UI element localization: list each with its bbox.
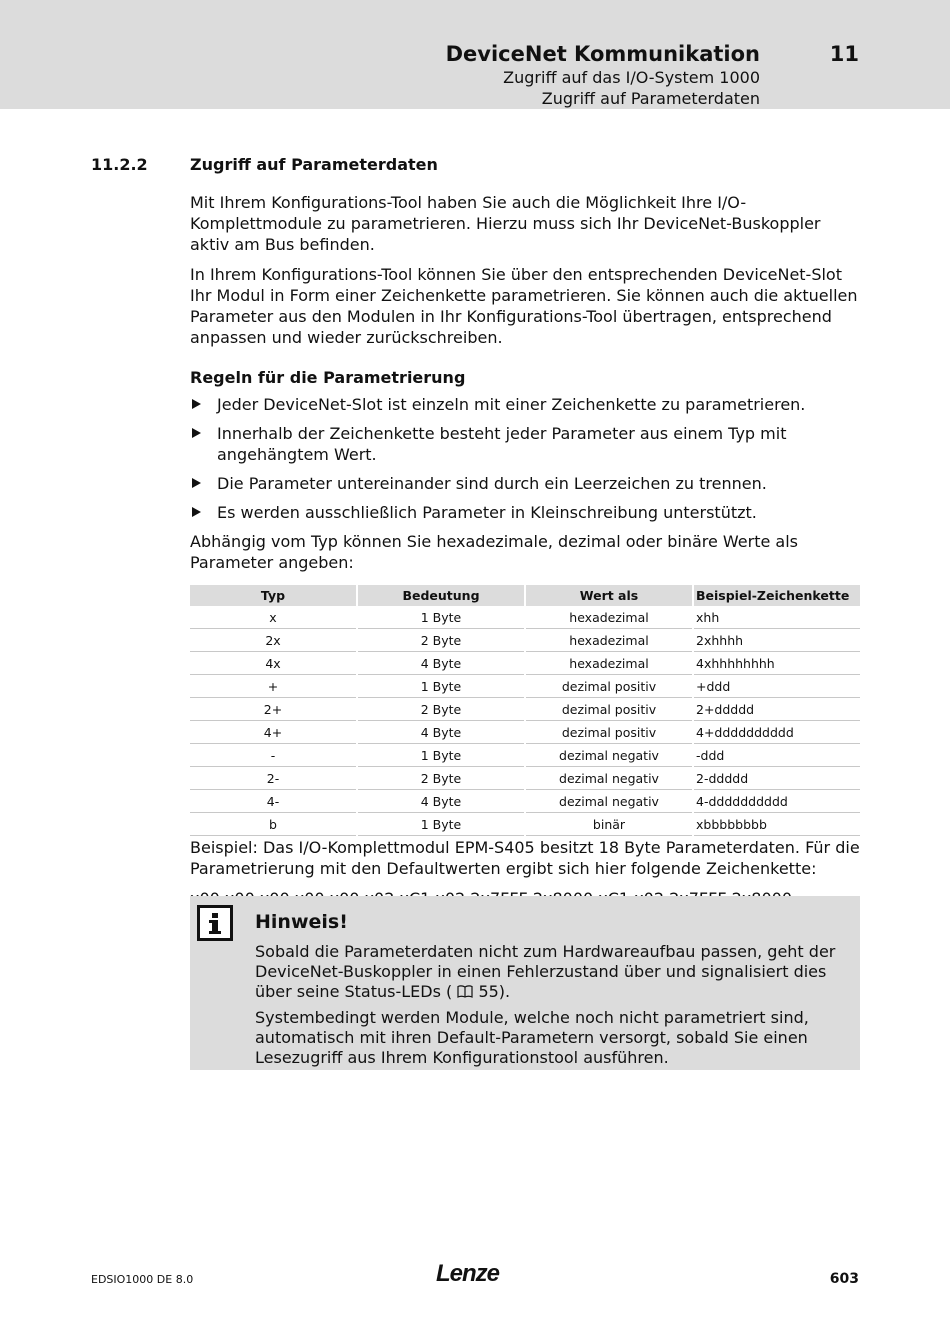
table-cell: 1 Byte xyxy=(358,676,524,698)
svg-text:Lenze: Lenze xyxy=(436,1260,500,1286)
table-cell: dezimal negativ xyxy=(526,745,692,767)
rules-list xyxy=(190,394,860,523)
paragraph: In Ihrem Konfigurations-Tool können Sie über den entsprechenden DeviceNet-Slot Ihr Modul in Form einer Zeichenkette parametrieren. Sie können auch die aktuellen Parameter aus den Modulen in Ihr Konfigurations-Tool übertragen, entsprechend anpassen und wieder zurückschreiben. xyxy=(190,265,858,347)
document-id: EDSIO1000 DE 8.0 xyxy=(91,1273,194,1286)
example-text: Beispiel: Das I/O-Komplettmodul EPM-S405 besitzt 18 Byte Parameterdaten. Für die Parametrierung mit den Defaultwerten ergibt sich hier folgende Zeichenkette: xyxy=(190,838,860,878)
bullet-triangle-icon xyxy=(192,507,201,517)
rules-heading: Regeln für die Parametrierung xyxy=(190,368,466,387)
table-cell: 4 Byte xyxy=(358,722,524,744)
chapter-title: DeviceNet Kommunikation xyxy=(445,42,760,66)
table-cell: 4xhhhhhhhh xyxy=(694,653,860,675)
table-cell: 2x xyxy=(190,630,356,652)
table-cell: dezimal negativ xyxy=(526,768,692,790)
table-row xyxy=(190,745,860,767)
table-cell: dezimal positiv xyxy=(526,676,692,698)
table-cell: x xyxy=(190,607,356,629)
table-row xyxy=(190,699,860,721)
table-cell: xbbbbbbbb xyxy=(694,814,860,836)
table-cell: hexadezimal xyxy=(526,630,692,652)
table-intro: Abhängig vom Typ können Sie hexadezimale, dezimal oder binäre Werte als Parameter angeben: xyxy=(190,532,799,572)
table-cell: 2+ddddd xyxy=(694,699,860,721)
table-cell: dezimal positiv xyxy=(526,722,692,744)
note-body xyxy=(255,942,845,1074)
table-cell: 4 Byte xyxy=(358,791,524,813)
header-subtitle: Zugriff auf Parameterdaten xyxy=(541,89,760,108)
section-title: Zugriff auf Parameterdaten xyxy=(190,155,438,174)
note-paragraph: Sobald die Parameterdaten nicht zum Hardwareaufbau passen, geht der DeviceNet-Buskoppler in einen Fehlerzustand über und signalisiert dies über seine Status-LEDs ( 55). xyxy=(255,942,836,1001)
table-cell: -ddd xyxy=(694,745,860,767)
table-cell: binär xyxy=(526,814,692,836)
table-row xyxy=(190,676,860,698)
table-cell: 2+ xyxy=(190,699,356,721)
column-header: Typ xyxy=(190,585,356,606)
table-cell: 4- xyxy=(190,791,356,813)
table-cell: 4 Byte xyxy=(358,653,524,675)
table-row xyxy=(190,630,860,652)
parameter-table xyxy=(188,584,862,837)
note-box xyxy=(190,896,860,1070)
table-cell: 2 Byte xyxy=(358,768,524,790)
table-cell: 1 Byte xyxy=(358,745,524,767)
list-item: Innerhalb der Zeichenkette besteht jeder Parameter aus einem Typ mit angehängtem Wert. xyxy=(190,423,860,465)
table-cell: dezimal positiv xyxy=(526,699,692,721)
info-icon xyxy=(197,905,233,941)
table-row xyxy=(190,653,860,675)
header-subtitle: Zugriff auf das I/O-System 1000 xyxy=(503,68,760,87)
table-cell: 2 Byte xyxy=(358,630,524,652)
page-number: 603 xyxy=(829,1271,859,1287)
paragraph: Mit Ihrem Konfigurations-Tool haben Sie auch die Möglichkeit Ihre I/O-Komplettmodule zu parametrieren. Hierzu muss sich Ihr DeviceNet-Buskoppler aktiv am Bus befinden. xyxy=(190,193,821,254)
book-icon xyxy=(452,982,473,1001)
table-body xyxy=(190,607,860,836)
main-content xyxy=(190,192,860,918)
list-item: Es werden ausschließlich Parameter in Kleinschreibung unterstützt. xyxy=(190,502,860,523)
table-cell: 4+ xyxy=(190,722,356,744)
table-cell: 2 Byte xyxy=(358,699,524,721)
table-row xyxy=(190,814,860,836)
table-cell: hexadezimal xyxy=(526,653,692,675)
table-cell: xhh xyxy=(694,607,860,629)
table-cell: 1 Byte xyxy=(358,814,524,836)
table-row xyxy=(190,768,860,790)
table-cell: 2- xyxy=(190,768,356,790)
table-cell: 4-dddddddddd xyxy=(694,791,860,813)
table-cell: +ddd xyxy=(694,676,860,698)
table-header-row xyxy=(190,585,860,606)
table-cell: b xyxy=(190,814,356,836)
list-item: Jeder DeviceNet-Slot ist einzeln mit einer Zeichenkette zu parametrieren. xyxy=(190,394,860,415)
table-row xyxy=(190,791,860,813)
column-header: Beispiel-Zeichenkette xyxy=(694,585,860,606)
bullet-triangle-icon xyxy=(192,399,201,409)
table-cell: + xyxy=(190,676,356,698)
table-row xyxy=(190,607,860,629)
bullet-triangle-icon xyxy=(192,478,201,488)
column-header: Wert als xyxy=(526,585,692,606)
table-cell: dezimal negativ xyxy=(526,791,692,813)
lenze-logo xyxy=(435,1260,513,1290)
table-cell: hexadezimal xyxy=(526,607,692,629)
table-cell: 2xhhhh xyxy=(694,630,860,652)
section-number: 11.2.2 xyxy=(91,155,148,174)
table-cell: 1 Byte xyxy=(358,607,524,629)
table-row xyxy=(190,722,860,744)
table-cell: 4+dddddddddd xyxy=(694,722,860,744)
list-item: Die Parameter untereinander sind durch ein Leerzeichen zu trennen. xyxy=(190,473,860,494)
bullet-triangle-icon xyxy=(192,428,201,438)
table-cell: 4x xyxy=(190,653,356,675)
column-header: Bedeutung xyxy=(358,585,524,606)
note-title: Hinweis! xyxy=(255,911,348,933)
table-cell: 2-ddddd xyxy=(694,768,860,790)
note-paragraph: Systembedingt werden Module, welche noch nicht parametriert sind, automatisch mit ihren Default-Parametern versorgt, sobald Sie einen Lesezugriff aus Ihrem Konfigurationstool ausführen. xyxy=(255,1008,809,1067)
chapter-number: 11 xyxy=(829,42,859,66)
table-cell: - xyxy=(190,745,356,767)
